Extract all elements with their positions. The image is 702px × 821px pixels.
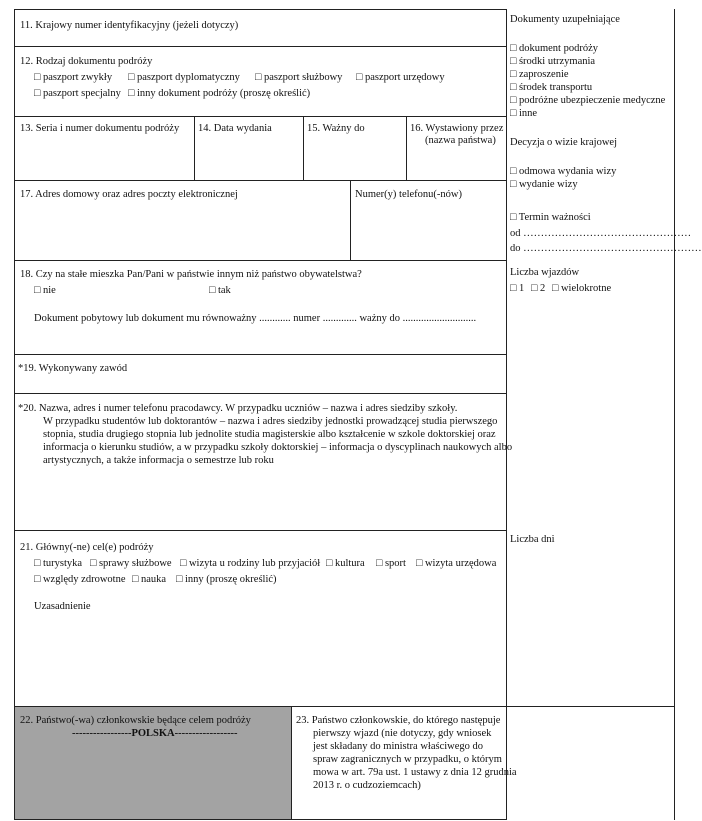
- divider-20-21: [14, 530, 507, 531]
- option-yes[interactable]: □ tak: [209, 285, 231, 296]
- doc-other[interactable]: □ inne: [510, 108, 538, 119]
- left-border: [14, 9, 15, 820]
- option-family-visit[interactable]: □ wizyta u rodziny lub przyjaciół: [180, 558, 321, 569]
- divider-12-13: [14, 116, 507, 117]
- field-16-sublabel: (nazwa państwa): [425, 135, 496, 146]
- field-18-label: 18. Czy na stałe mieszka Pan/Pani w państwie innym niż państwo obywatelstwa?: [20, 269, 362, 280]
- field-20-text-line: stopnia, studia drugiego stopnia lub jednolite studia magisterskie albo kształcenie w szkole doktorskiej oraz: [43, 429, 496, 440]
- entries-multiple[interactable]: □ wielokrotne: [552, 283, 612, 294]
- divider-18-19: [14, 354, 507, 355]
- validity-to: do ……………………………………………: [510, 243, 702, 254]
- entries-one[interactable]: □ 1: [510, 283, 525, 294]
- field-23-text-line: pierwszy wjazd (nie dotyczy, gdy wniosek: [313, 728, 492, 739]
- destination-country-value: -----------------POLSKA------------------: [72, 728, 238, 739]
- validity-title[interactable]: □ Termin ważności: [510, 212, 591, 223]
- divider-17-phone: [350, 180, 351, 260]
- field-23-text-line: mowa w art. 79a ust. 1 ustawy z dnia 12 grudnia: [313, 767, 517, 778]
- doc-medical-insurance[interactable]: □ podróżne ubezpieczenie medyczne: [510, 95, 666, 106]
- divider-13-14: [194, 116, 195, 180]
- divider-17-18: [14, 260, 507, 261]
- field-14-label: 14. Data wydania: [198, 123, 272, 134]
- decision-issue[interactable]: □ wydanie wizy: [510, 179, 578, 190]
- bottom-border: [14, 819, 507, 820]
- justification-label: Uzasadnienie: [34, 601, 91, 612]
- field-20-text-line: artystycznych, a także informacja o semestrze lub roku: [43, 455, 274, 466]
- field-20-label: *20. Nazwa, adres i numer telefonu pracodawcy. W przypadku uczniów – nazwa i adres siedziby szkoły.: [18, 403, 458, 414]
- field-19-label: *19. Wykonywany zawód: [18, 363, 128, 374]
- divider-15-16: [406, 116, 407, 180]
- field-16-label: 16. Wystawiony przez: [410, 123, 504, 134]
- option-passport-diplomatic[interactable]: □ paszport dyplomatyczny: [128, 72, 240, 83]
- decision-title: Decyzja o wizie krajowej: [510, 137, 617, 148]
- doc-transport[interactable]: □ środek transportu: [510, 82, 593, 93]
- option-passport-special[interactable]: □ paszport specjalny: [34, 88, 121, 99]
- divider-22-23: [291, 706, 292, 819]
- option-sport[interactable]: □ sport: [376, 558, 406, 569]
- field-20-text-line: informacja o kierunku studiów, a w przypadku szkoły doktorskiej – informacja o dyscyplinach naukowych albo: [43, 442, 513, 453]
- validity-from: od …………………………………………: [510, 228, 692, 239]
- field-22-label: 22. Państwo(-wa) członkowskie będące celem podróży: [20, 715, 251, 726]
- divider-21-22: [14, 706, 675, 707]
- decision-refuse[interactable]: □ odmowa wydania wizy: [510, 166, 617, 177]
- field-21-label: 21. Główny(-ne) cel(e) podróży: [20, 542, 154, 553]
- field-12-label: 12. Rodzaj dokumentu podróży: [20, 56, 153, 67]
- divider-19-20: [14, 393, 507, 394]
- phone-label: Numer(y) telefonu(-nów): [355, 189, 462, 200]
- entries-two[interactable]: □ 2: [531, 283, 546, 294]
- residence-document-line: Dokument pobytowy lub dokument mu równoważny ............ numer ............. ważny do ............................: [34, 313, 477, 324]
- field-11-label: 11. Krajowy numer identyfikacyjny (jeżeli dotyczy): [20, 20, 239, 31]
- option-study[interactable]: □ nauka: [132, 574, 167, 585]
- days-title: Liczba dni: [510, 534, 555, 545]
- field-17-label: 17. Adres domowy oraz adres poczty elektronicznej: [20, 189, 238, 200]
- divider-13-17: [14, 180, 507, 181]
- field-23-text-line: spraw zagranicznych w przypadku, o którym: [313, 754, 502, 765]
- option-no[interactable]: □ nie: [34, 285, 56, 296]
- doc-travel-document[interactable]: □ dokument podróży: [510, 43, 598, 54]
- field-23-label: 23. Państwo członkowskie, do którego następuje: [296, 715, 501, 726]
- main-right-border: [506, 9, 507, 820]
- field-23-text-line: 2013 r. o cudzoziemcach): [313, 780, 421, 791]
- field-13-label: 13. Seria i numer dokumentu podróży: [20, 123, 180, 134]
- option-official-visit[interactable]: □ wizyta urzędowa: [416, 558, 497, 569]
- entries-title: Liczba wjazdów: [510, 267, 580, 278]
- field-15-label: 15. Ważny do: [307, 123, 365, 134]
- field-23-text-line: jest składany do ministra właściwego do: [313, 741, 484, 752]
- option-other-purpose[interactable]: □ inny (proszę określić): [176, 574, 277, 585]
- option-other-document[interactable]: □ inny dokument podróży (proszę określić): [128, 88, 311, 99]
- doc-invitation[interactable]: □ zaproszenie: [510, 69, 569, 80]
- supporting-documents-title: Dokumenty uzupełniające: [510, 14, 620, 25]
- option-culture[interactable]: □ kultura: [326, 558, 365, 569]
- top-border: [14, 9, 507, 10]
- option-business[interactable]: □ sprawy służbowe: [90, 558, 172, 569]
- doc-means-of-subsistence[interactable]: □ środki utrzymania: [510, 56, 596, 67]
- field-20-text-line: W przypadku studentów lub doktorantów – nazwa i adres siedziby jednostki prowadzącej studia pierwszego: [43, 416, 498, 427]
- divider-11-12: [14, 46, 507, 47]
- page-right-border: [674, 9, 675, 820]
- divider-14-15: [303, 116, 304, 180]
- option-passport-regular[interactable]: □ paszport zwykły: [34, 72, 113, 83]
- option-passport-official[interactable]: □ paszport urzędowy: [356, 72, 445, 83]
- option-tourism[interactable]: □ turystyka: [34, 558, 83, 569]
- option-health[interactable]: □ względy zdrowotne: [34, 574, 126, 585]
- option-passport-service[interactable]: □ paszport służbowy: [255, 72, 343, 83]
